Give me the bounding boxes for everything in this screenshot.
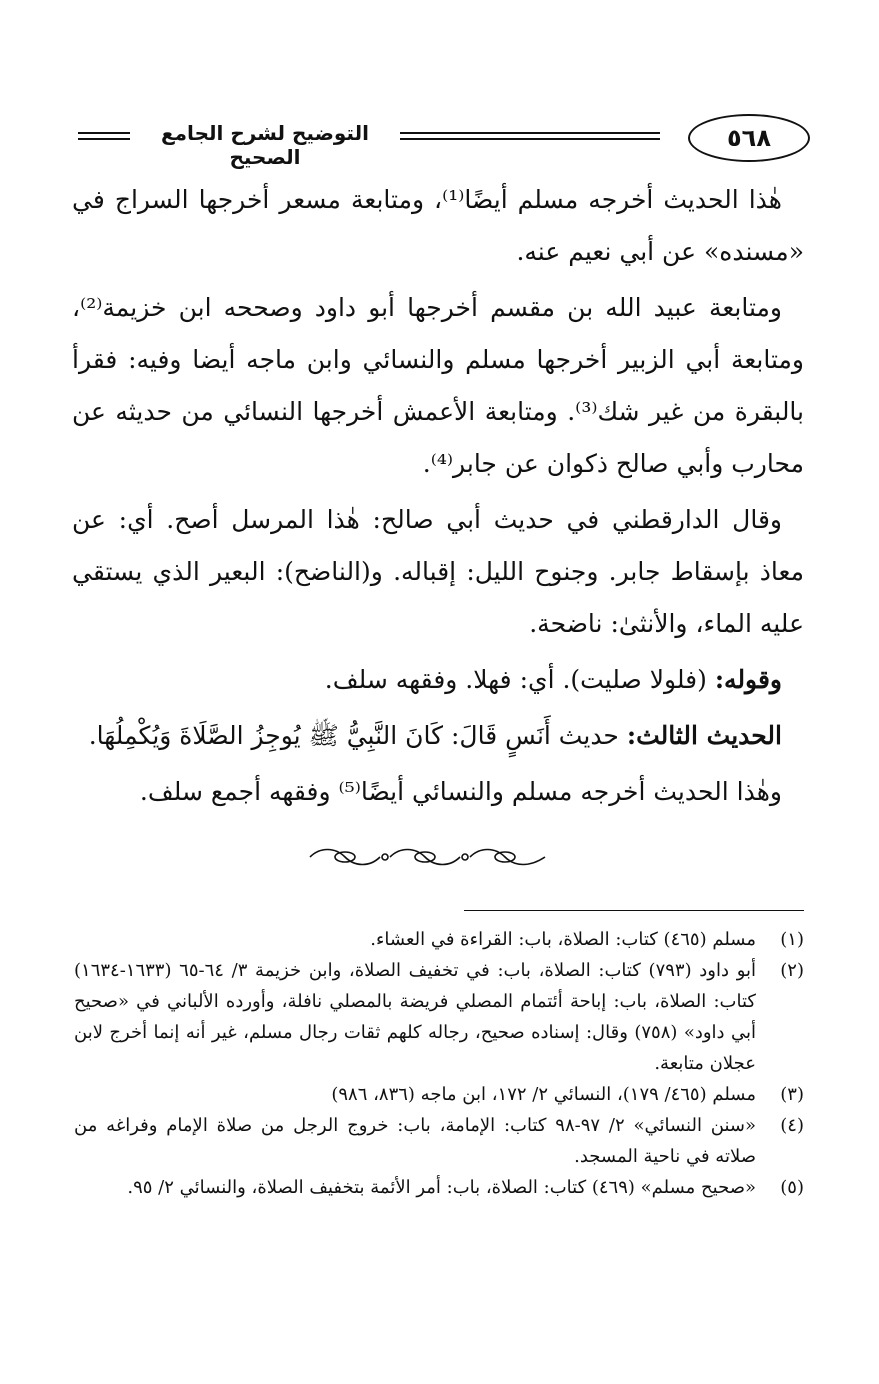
paragraph-5-label: الحديث الثالث:: [626, 721, 782, 750]
page-header: [70, 108, 810, 168]
paragraph-4-text: (فلولا صليت). أي: فهلا. وفقهه سلف.: [324, 665, 715, 694]
footnote-number: (٥): [780, 1177, 804, 1198]
footnote-separator: [464, 910, 804, 911]
footnote-number: (٤): [780, 1115, 804, 1136]
page-number: ٥٦٨: [727, 124, 771, 152]
header-rule-middle: [400, 132, 660, 140]
footnote: [74, 1079, 804, 1110]
footnote-number: (١): [780, 929, 804, 950]
footnote-text: مسلم (٤٦٥) كتاب: الصلاة، باب: القراءة في العشاء.: [370, 929, 756, 950]
paragraph-2: ومتابعة عبيد الله بن مقسم أخرجها أبو داود وصححه ابن خزيمة⁽²⁾، ومتابعة أبي الزبير أخرجها مسلم والنسائي وابن ماجه أيضا وفيه: فقرأ بالبقرة من غير شك⁽³⁾. ومتابعة الأعمش أخرجها النسائي من حديثه عن محارب وأبي صالح ذكوان عن جابر⁽⁴⁾.: [72, 293, 805, 478]
footnote: [74, 924, 804, 955]
footnote-text: مسلم (٤٦٥/ ١٧٩)، النسائي ٢/ ١٧٢، ابن ماجه (٨٣٦، ٩٨٦): [331, 1084, 756, 1105]
footnote-number: (٢): [780, 960, 804, 981]
paragraph-6: وهٰذا الحديث أخرجه مسلم والنسائي أيضًا⁽⁵⁾ وفقهه أجمع سلف.: [139, 777, 782, 806]
page-number-frame: [688, 114, 810, 162]
header-rule-left: [78, 132, 130, 140]
footnote-number: (٣): [780, 1084, 804, 1105]
section-divider-ornament: [300, 845, 560, 869]
footnote: [74, 1172, 804, 1203]
paragraph-4-label: وقوله:: [714, 665, 782, 694]
paragraph-4: [72, 654, 804, 706]
running-title: التوضيح لشرح الجامع الصحيح: [161, 121, 369, 169]
footnotes: [74, 924, 804, 1203]
footnote-text: «صحيح مسلم» (٤٦٩) كتاب: الصلاة، باب: أمر الأئمة بتخفيف الصلاة، والنسائي ٢/ ٩٥.: [127, 1177, 756, 1198]
footnote: [74, 955, 804, 1079]
footnote-text: أبو داود (٧٩٣) كتاب: الصلاة، باب: في تخفيف الصلاة، وابن خزيمة ٣/ ٦٤-٦٥ (١٦٣٣-١٦٣٤) كتاب: الصلاة، باب: إباحة أئتمام المصلي فريضة بالمصلي نافلة، وأورده الألباني في «صحيح أبي داود» (٧٥٨) وقال: إسناده صحيح، رجاله كلهم ثقات رجال مسلم، غير أنه إنما أخرج لابن عجلان متابعة.: [74, 960, 757, 1074]
paragraph-5: [72, 710, 804, 762]
paragraph-3: وقال الدارقطني في حديث أبي صالح: هٰذا المرسل أصح. أي: عن معاذ بإسقاط جابر. وجنوح الليل: إقباله. و(الناضح): البعير الذي يستقي عليه الماء، والأنثىٰ: ناضحة.: [72, 505, 804, 638]
paragraph-5-text: حديث أَنَسٍ قَالَ: كَانَ النَّبِيُّ ﷺ يُوجِزُ الصَّلَاةَ وَيُكْمِلُهَا.: [88, 721, 627, 750]
footnote: [74, 1110, 804, 1172]
main-text: [72, 174, 804, 818]
footnote-text: «سنن النسائي» ٢/ ٩٧-٩٨ كتاب: الإمامة، باب: خروج الرجل من صلاة الإمام وفراغه من صلاته في ناحية المسجد.: [74, 1115, 757, 1167]
paragraph-1: هٰذا الحديث أخرجه مسلم أيضًا⁽¹⁾، ومتابعة مسعر أخرجها السراج في «مسنده» عن أبي نعيم عنه.: [72, 185, 804, 266]
